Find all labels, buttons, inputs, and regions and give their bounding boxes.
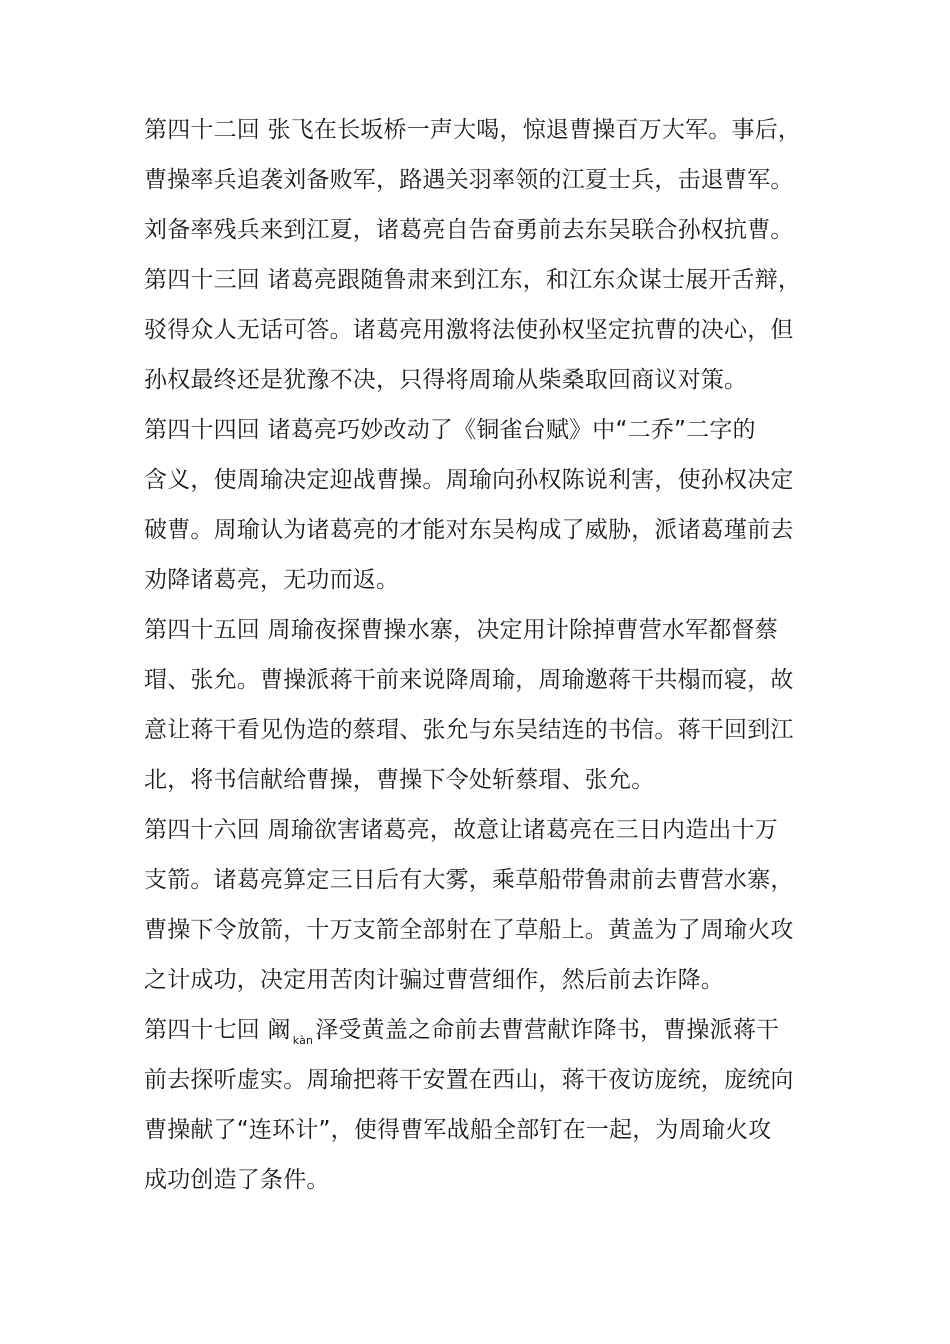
text-line: 成功创造了条件。 [144,1167,330,1193]
text-line: 第四十二回 张飞在长坂桥一声大喝，惊退曹操百万大军。事后， [144,117,802,143]
text-line: 前去探听虚实。周瑜把蒋干安置在西山，蒋干夜访庞统，庞统向 [144,1067,794,1093]
text-line-with-ruby [144,1012,824,1048]
text-line: 瑁、张允。曹操派蒋干前来说降周瑜，周瑜邀蒋干共榻而寝，故 [144,667,794,693]
text-segment: 第四十七回 阚 [144,1017,291,1043]
text-line: 刘备率残兵来到江夏，诸葛亮自告奋勇前去东吴联合孙权抗曹。 [144,217,794,243]
text-line: 之计成功，决定用苦肉计骗过曹营细作，然后前去诈降。 [144,967,724,993]
text-line: 支箭。诸葛亮算定三日后有大雾，乘草船带鲁肃前去曹营水寨， [144,867,794,893]
text-line: 第四十四回 诸葛亮巧妙改动了《铜雀台赋》中“二乔”二字的 [144,417,756,443]
text-line: 孙权最终还是犹豫不决，只得将周瑜从柴桑取回商议对策。 [144,367,748,393]
text-line: 驳得众人无话可答。诸葛亮用激将法使孙权坚定抗曹的决心，但 [144,317,794,343]
text-line: 第四十五回 周瑜夜探曹操水寨，决定用计除掉曹营水军都督蔡 [144,617,778,643]
pinyin-annotation: kàn [292,1034,314,1047]
text-line: 北，将书信献给曹操，曹操下令处斩蔡瑁、张允。 [144,767,655,793]
text-line: 曹操率兵追袭刘备败军，路遇关羽率领的江夏士兵，击退曹军。 [144,167,794,193]
text-line: 含义，使周瑜决定迎战曹操。周瑜向孙权陈说利害，使孙权决定 [144,467,794,493]
text-line: 曹操下令放箭，十万支箭全部射在了草船上。黄盖为了周瑜火攻 [144,917,794,943]
text-line: 破曹。周瑜认为诸葛亮的才能对东吴构成了威胁，派诸葛瑾前去 [144,517,794,543]
text-line: 第四十三回 诸葛亮跟随鲁肃来到江东，和江东众谋士展开舌辩， [144,267,802,293]
text-line: 劝降诸葛亮，无功而返。 [144,567,400,593]
text-line: 意让蒋干看见伪造的蔡瑁、张允与东吴结连的书信。蒋干回到江 [144,717,794,743]
text-segment: 泽受黄盖之命前去曹营献诈降书，曹操派蒋干 [315,1017,780,1043]
text-line: 第四十六回 周瑜欲害诸葛亮，故意让诸葛亮在三日内造出十万 [144,817,778,843]
text-line: 曹操献了“连环计”，使得曹军战船全部钉在一起，为周瑜火攻 [144,1117,772,1143]
